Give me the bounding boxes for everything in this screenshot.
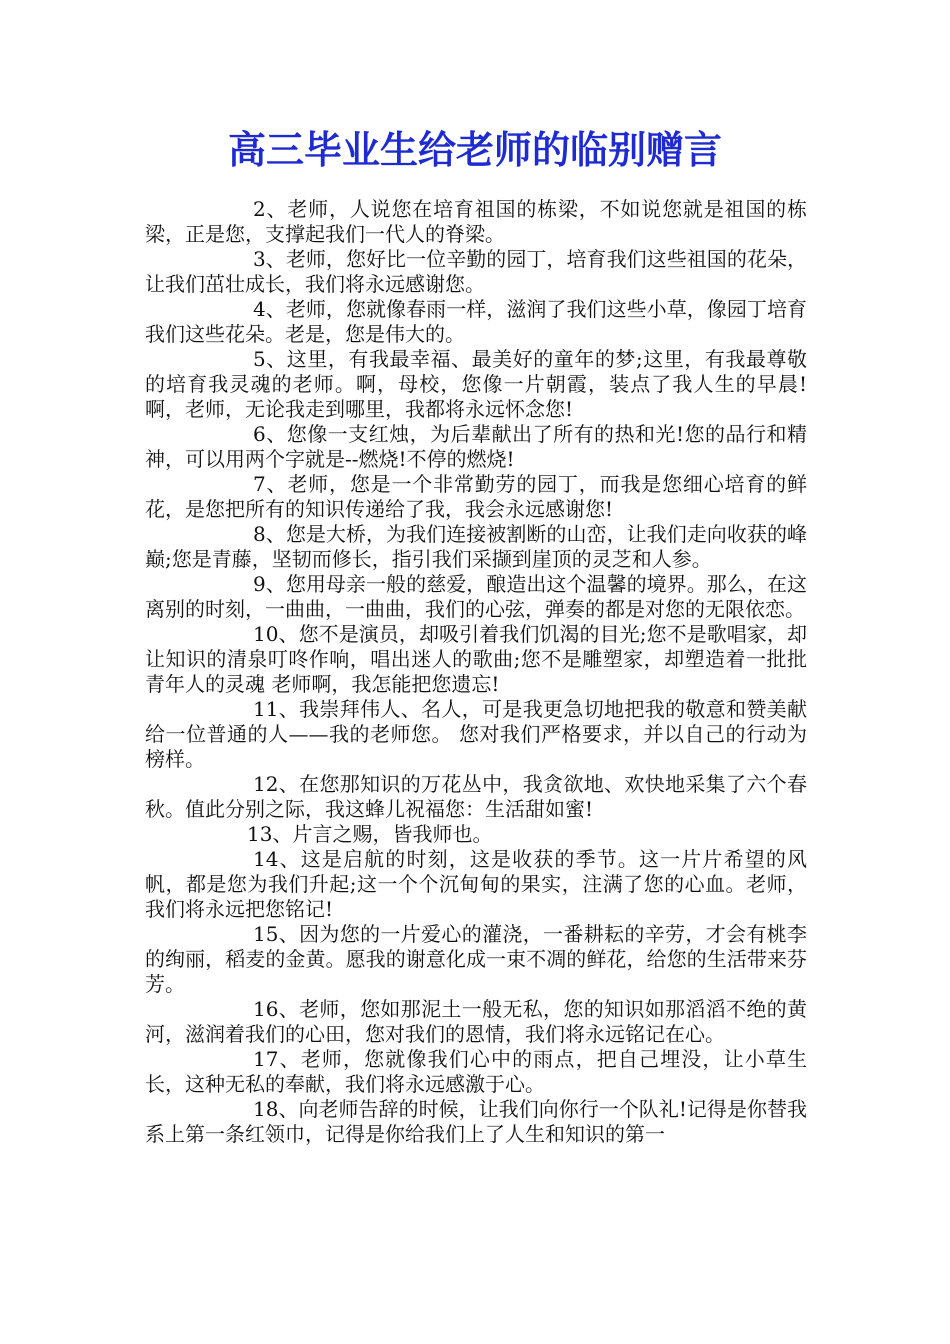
document-title: 高三毕业生给老师的临别赠言 <box>227 127 722 172</box>
paragraph-13: 13、片言之赐，皆我师也。 <box>247 822 493 846</box>
paragraph-17: 17、老师，您就像我们心中的雨点，把自己埋没，让小草生长，这种无私的奉献，我们将永远感激于心。 <box>145 1047 807 1096</box>
paragraph-15: 15、因为您的一片爱心的灌浇，一番耕耘的辛劳，才会有桃李的绚丽，稻麦的金黄。愿我的谢意化成一束不凋的鲜花，给您的生活带来芬芳。 <box>145 922 807 996</box>
paragraph-6: 6、您像一支红烛，为后辈献出了所有的热和光!您的品行和精神，可以用两个字就是--燃烧!不停的燃烧! <box>145 422 807 471</box>
paragraph-18: 18、向老师告辞的时候，让我们向你行一个队礼!记得是你替我系上第一条红领巾，记得是你给我们上了人生和知识的第一 <box>145 1097 807 1146</box>
paragraph-2: 2、老师，人说您在培育祖国的栋梁，不如说您就是祖国的栋梁，正是您，支撑起我们一代人的脊梁。 <box>145 197 807 246</box>
paragraph-8: 8、您是大桥，为我们连接被割断的山峦，让我们走向收获的峰巅;您是青藤，坚韧而修长，指引我们采撷到崖顶的灵芝和人参。 <box>145 522 807 571</box>
paragraph-3: 3、老师，您好比一位辛勤的园丁，培育我们这些祖国的花朵，让我们茁壮成长，我们将永远感谢您。 <box>145 247 807 296</box>
paragraph-12: 12、在您那知识的万花丛中，我贪欲地、欢快地采集了六个春秋。值此分别之际，我这蜂儿祝福您：生活甜如蜜! <box>145 772 807 821</box>
paragraph-4: 4、老师，您就像春雨一样，滋润了我们这些小草，像园丁培育我们这些花朵。老是，您是伟大的。 <box>145 297 807 346</box>
paragraph-7: 7、老师，您是一个非常勤劳的园丁，而我是您细心培育的鲜花，是您把所有的知识传递给了我，我会永远感谢您! <box>145 472 807 521</box>
paragraph-14: 14、这是启航的时刻，这是收获的季节。这一片片希望的风帆，都是您为我们升起;这一个个沉甸甸的果实，注满了您的心血。老师，我们将永远把您铭记! <box>145 847 807 921</box>
document-body <box>145 197 807 1147</box>
paragraph-16: 16、老师，您如那泥土一般无私，您的知识如那滔滔不绝的黄河，滋润着我们的心田，您对我们的恩情，我们将永远铭记在心。 <box>145 997 807 1046</box>
paragraph-10: 10、您不是演员，却吸引着我们饥渴的目光;您不是歌唱家，却让知识的清泉叮咚作响，唱出迷人的歌曲;您不是雕塑家，却塑造着一批批青年人的灵魂 老师啊，我怎能把您遗忘! <box>145 622 807 696</box>
paragraph-9: 9、您用母亲一般的慈爱，酿造出这个温馨的境界。那么，在这离别的时刻，一曲曲，一曲曲，我们的心弦，弹奏的都是对您的无限依恋。 <box>145 572 807 621</box>
paragraph-11: 11、我崇拜伟人、名人，可是我更急切地把我的敬意和赞美献给一位普通的人——我的老师您。 您对我们严格要求，并以自己的行动为榜样。 <box>145 697 807 771</box>
paragraph-5: 5、这里，有我最幸福、最美好的童年的梦;这里，有我最尊敬的培育我灵魂的老师。啊，母校，您像一片朝霞，装点了我人生的早晨!啊，老师，无论我走到哪里，我都将永远怀念您! <box>145 347 807 421</box>
